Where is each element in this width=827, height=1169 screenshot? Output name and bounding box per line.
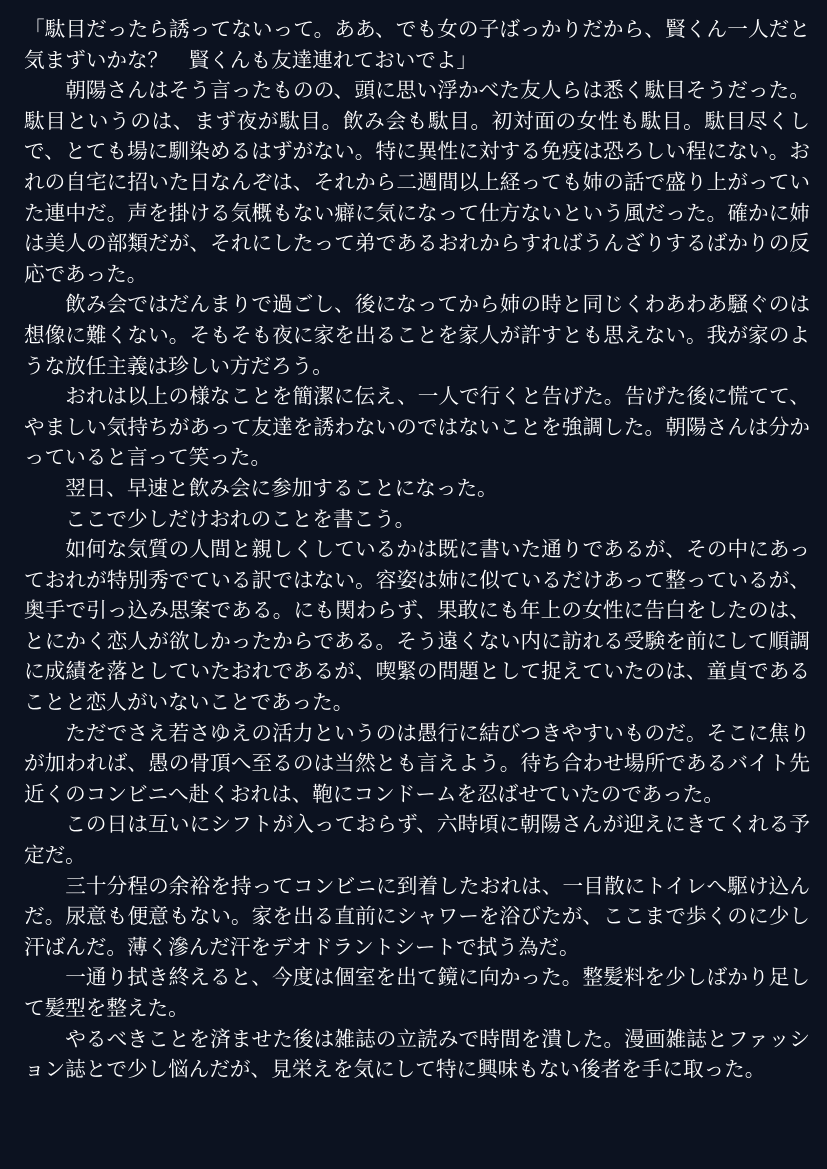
- paragraph-10: 一通り拭き終えると、今度は個室を出て鏡に向かった。整髪料を少しばかり足して髪型を整えた。: [24, 965, 810, 1020]
- paragraph-5: ここで少しだけおれのことを書こう。: [65, 506, 416, 531]
- paragraph-1: 朝陽さんはそう言ったものの、頭に思い浮かべた友人らは悉く駄目そうだった。駄目というのは、まず夜が駄目。飲み会も駄目。初対面の女性も駄目。駄目尽くしで、とても場に馴染めるはずがない。特に異性に対する免疫は恐ろしい程にない。おれの自宅に招いた日なんぞは、それから二週間以上経っても姉の話で盛り上がっていた連中だ。声を掛ける気概もない癖に気になって仕方ないという風だった。確かに姉は美人の部類だが、それにしたって弟であるおれからすればうんざりするばかりの反応であった。: [24, 78, 810, 286]
- paragraph-11: やるべきことを済ませた後は雑誌の立読みで時間を潰した。漫画雑誌とファッション誌とで少し悩んだが、見栄えを気にして特に興味もない後者を手に取った。: [24, 1026, 810, 1082]
- paragraph-6: 如何な気質の人間と親しくしているかは既に書いた通りであるが、その中にあっておれが特別秀でている訳ではない。容姿は姉に似ているだけあって整っているが、奥手で引っ込み思案である。にも関わらず、果敢にも年上の女性に告白をしたのは、とにかく恋人が欲しかったからである。そう遠くない内に訪れる受験を前にして順調に成績を落としていたおれであるが、喫緊の問題として捉えていたのは、童貞であることと恋人がいないことであった。: [24, 537, 810, 715]
- paragraph-7: ただでさえ若さゆえの活力というのは愚行に結びつきやすいものだ。そこに焦りが加われば、愚の骨頂へ至るのは当然とも言えよう。待ち合わせ場所であるバイト先近くのコンビニへ赴くおれは、鞄にコンドームを忍ばせていたのであった。: [24, 720, 810, 806]
- paragraph-9: 三十分程の余裕を持ってコンビニに到着したおれは、一目散にトイレへ駆け込んだ。尿意も便意もない。家を出る直前にシャワーを浴びたが、ここまで歩くのに少し汗ばんだ。薄く滲んだ汗をデオドラントシートで拭う為だ。: [24, 873, 810, 959]
- paragraph-dialogue: 「駄目だったら誘ってないって。ああ、でも女の子ばっかりだから、賢くん一人だと気まずいかな？ 賢くんも友達連れておいでよ」: [24, 17, 810, 72]
- paragraph-4: 翌日、早速と飲み会に参加することになった。: [65, 475, 498, 500]
- paragraph-3: おれは以上の様なことを簡潔に伝え、一人で行くと告げた。告げた後に慌てて、やましい気持ちがあって友達を誘わないのではないことを強調した。朝陽さんは分かっていると言って笑った。: [24, 384, 810, 470]
- novel-text-block: [24, 14, 810, 1085]
- paragraph-2: 飲み会ではだんまりで過ごし、後になってから姉の時と同じくわあわあ騒ぐのは想像に難くない。そもそも夜に家を出ることを家人が許すとも思えない。我が家のような放任主義は珍しい方だろう。: [24, 292, 810, 378]
- paragraph-8: この日は互いにシフトが入っておらず、六時頃に朝陽さんが迎えにきてくれる予定だ。: [24, 812, 810, 868]
